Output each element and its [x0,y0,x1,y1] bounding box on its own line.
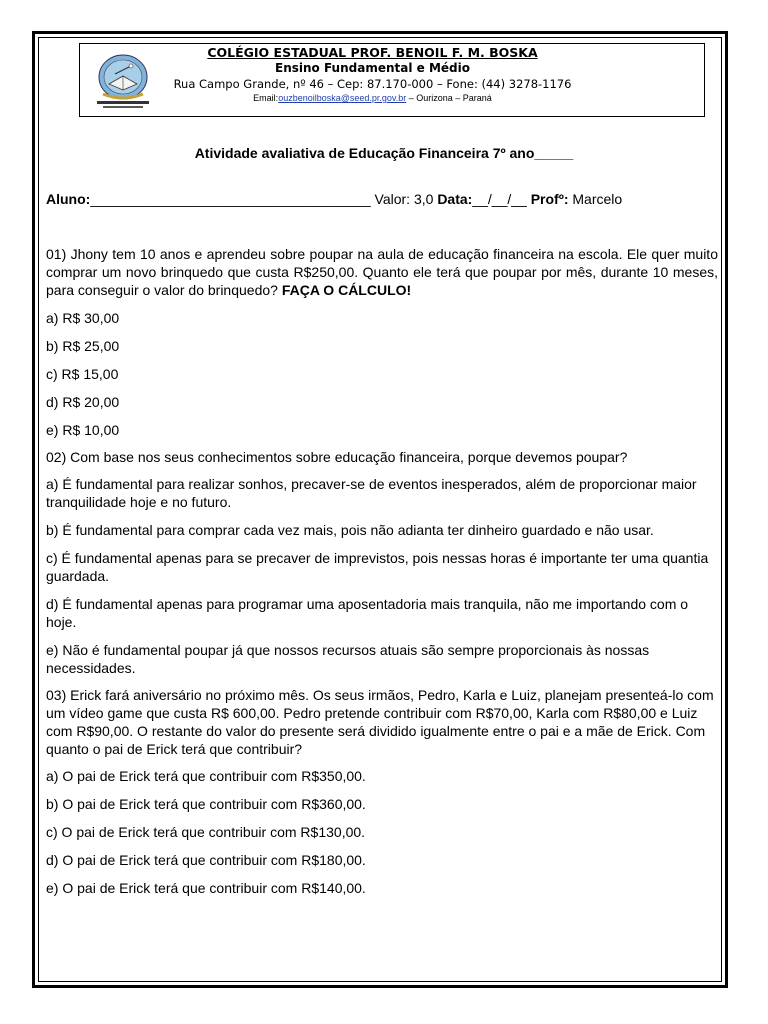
date-label: Data: [437,191,473,207]
teacher-label: Profº: [530,191,569,207]
school-logo-icon [91,50,155,112]
question-2: 02) Com base nos seus conhecimentos sobre educação financeira, porque devemos poupar? [46,449,628,465]
q1-option-a: a) R$ 30,00 [46,310,120,326]
date-blank: __/__/__ [472,191,531,207]
email-label: Email: [253,93,279,103]
header-text [160,44,585,104]
q1-option-c: c) R$ 15,00 [46,366,119,382]
school-address: Rua Campo Grande, nº 46 – Cep: 87.170-000 – Fone: (44) 3278-1176 [173,77,572,91]
q2-option-e: e) Não é fundamental poupar já que nossos recursos atuais são sempre proporcionais às nossas necessidades. [46,642,650,676]
student-name-blank: ____________________________________ [90,191,371,207]
teacher-name: Marcelo [568,191,623,207]
q1-option-b: b) R$ 25,00 [46,338,120,354]
questions [46,245,718,907]
q3-option-d: d) O pai de Erick terá que contribuir com R$180,00. [46,852,366,868]
school-name: COLÉGIO ESTADUAL PROF. BENOIL F. M. BOSKA [207,45,538,60]
question-1-emphasis: FAÇA O CÁLCULO! [281,282,412,298]
question-3: 03) Erick fará aniversário no próximo mês. Os seus irmãos, Pedro, Karla e Luiz, planejam presenteá-lo com um vídeo game que custa R$ 600,00. Pedro pretende contribuir com R$70,00, Karla com R$80,00 e Luiz com R$90,00. O restante do valor do presente será dividido igualmente entre o pai e a mãe de Erick. Com quanto o pai de Erick terá que contribuir? [46,687,714,757]
q1-option-e: e) R$ 10,00 [46,422,120,438]
school-location: – Ourizona – Paraná [406,93,492,103]
q3-option-c: c) O pai de Erick terá que contribuir com R$130,00. [46,824,366,840]
question-1-text: 01) Jhony tem 10 anos e aprendeu sobre poupar na aula de educação financeira na escola. Ele quer muito comprar um novo brinquedo que custa R$250,00. Quanto ele terá que poupar por mês, durante 10 meses, para conseguir o valor do brinquedo? [46,246,718,298]
grade-value: Valor: 3,0 [370,191,438,207]
q2-option-b: b) É fundamental para comprar cada vez mais, pois não adianta ter dinheiro guardado e não usar. [46,522,654,538]
q1-option-d: d) R$ 20,00 [46,394,120,410]
q2-option-d: d) É fundamental apenas para programar uma aposentadoria mais tranquila, não me importando com o hoje. [46,596,689,630]
school-contact [160,93,585,104]
q3-option-a: a) O pai de Erick terá que contribuir com R$350,00. [46,768,366,784]
question-1 [46,245,718,299]
q2-option-c: c) É fundamental apenas para se precaver de imprevistos, pois nessas horas é importante ter uma quantia guardada. [46,550,709,584]
student-label: Aluno: [46,191,91,207]
q3-option-e: e) O pai de Erick terá que contribuir com R$140,00. [46,880,366,896]
q3-option-b: b) O pai de Erick terá que contribuir com R$360,00. [46,796,366,812]
email-link[interactable]: ouzbenoilboska@seed.pr.gov.br [278,93,407,103]
student-line [46,191,622,207]
q2-option-a: a) É fundamental para realizar sonhos, precaver-se de eventos inesperados, além de proporcionar maior tranquilidade hoje e no futuro. [46,476,697,510]
activity-title: Atividade avaliativa de Educação Financeira 7º ano_____ [194,145,574,161]
school-level: Ensino Fundamental e Médio [275,61,470,75]
